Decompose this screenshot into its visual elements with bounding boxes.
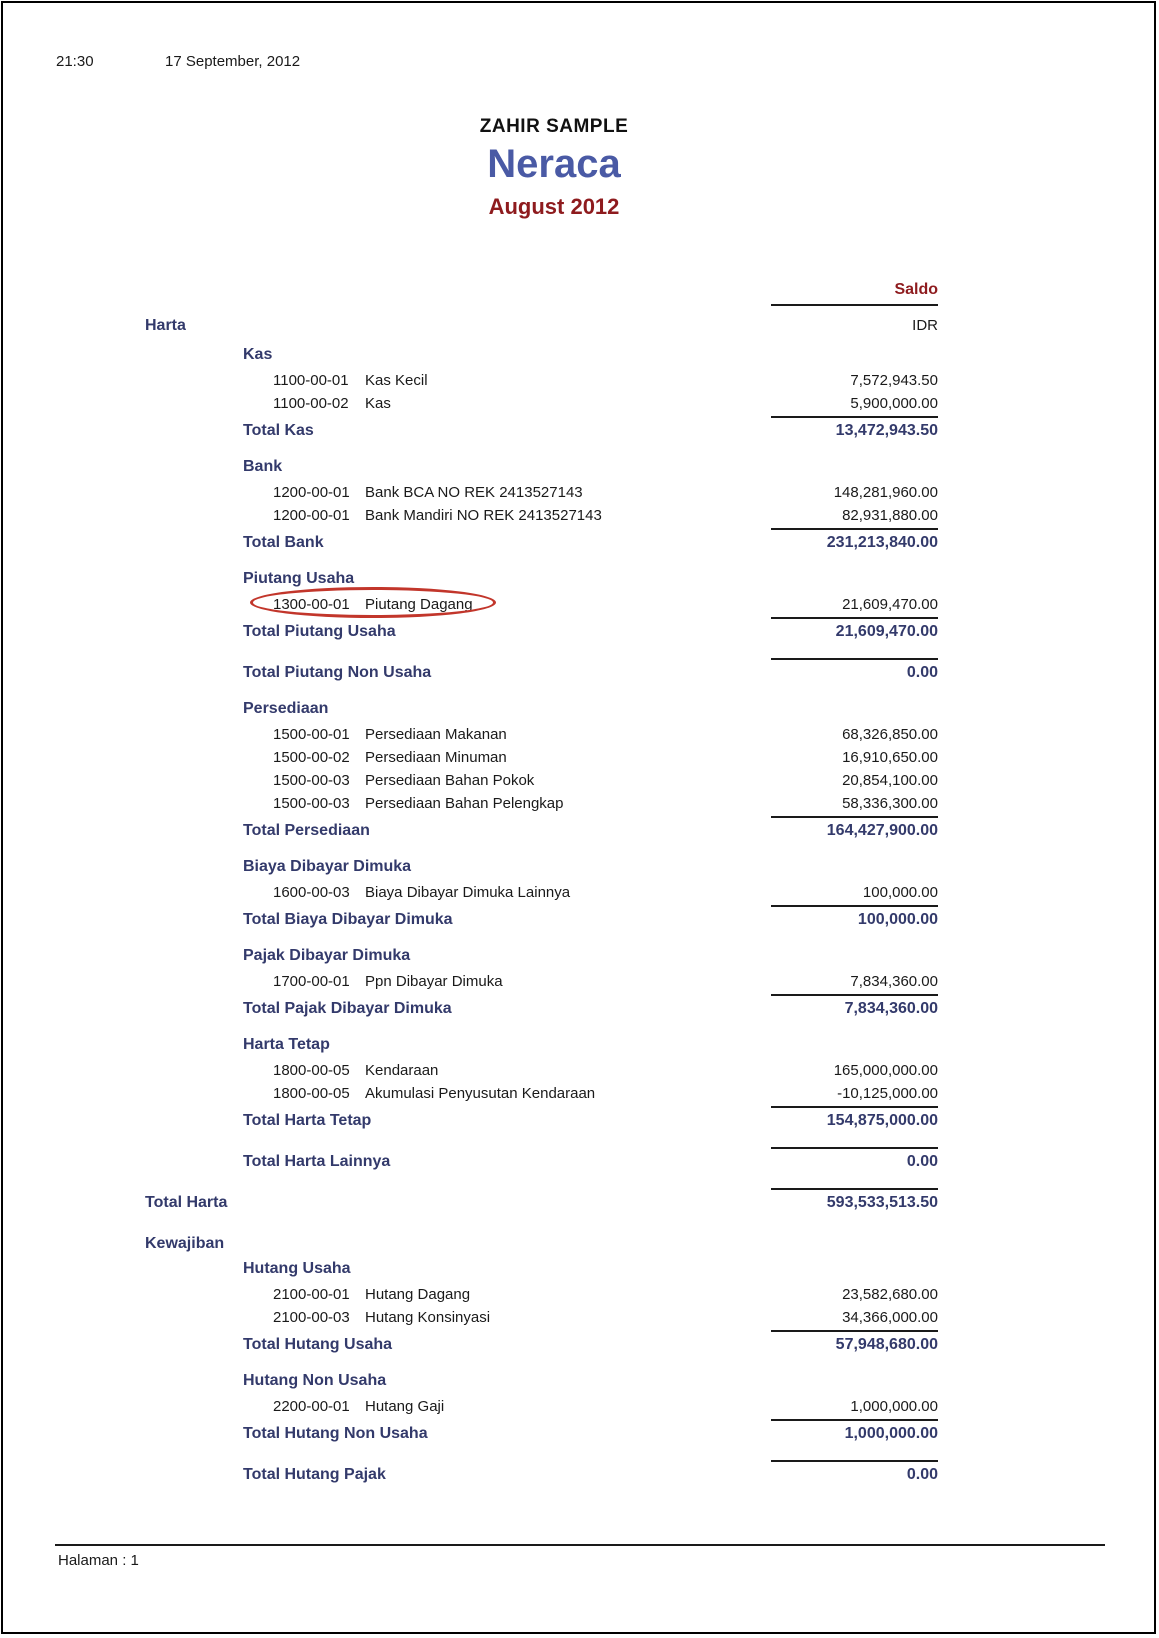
account-code: 2100-00-03 (273, 1309, 350, 1326)
account-amount: 82,931,880.00 (842, 507, 938, 524)
account-name: Persediaan Makanan (365, 726, 507, 743)
group-label: Kewajiban (145, 1235, 225, 1252)
report-body (55, 345, 938, 1487)
account-row (55, 882, 938, 905)
total-row (55, 905, 938, 932)
account-amount: 21,609,470.00 (842, 596, 938, 613)
amount-underline (771, 528, 938, 530)
account-row (55, 1307, 938, 1330)
section-title: Pajak Dibayar Dimuka (243, 947, 411, 964)
section-title: Hutang Usaha (243, 1260, 351, 1277)
group-total-label: Total Harta (145, 1194, 228, 1211)
total-amount: 0.00 (906, 664, 938, 681)
account-code: 1800-00-05 (273, 1062, 350, 1079)
section-title-row (55, 946, 938, 971)
account-row (55, 971, 938, 994)
account-code: 1100-00-01 (273, 372, 349, 389)
account-amount: 165,000,000.00 (833, 1062, 938, 1079)
total-label: Total Hutang Non Usaha (243, 1425, 428, 1442)
section-title: Persediaan (243, 700, 329, 717)
section-title-row (55, 1259, 938, 1284)
account-code: 1200-00-01 (273, 484, 350, 501)
total-label: Total Persediaan (243, 822, 370, 839)
total-amount: 100,000.00 (857, 911, 938, 928)
section-title: Harta Tetap (243, 1036, 330, 1053)
total-row (55, 1106, 938, 1133)
amount-underline (771, 416, 938, 418)
account-code: 1800-00-05 (273, 1085, 350, 1102)
amount-underline (771, 1147, 938, 1149)
account-name: Hutang Gaji (365, 1398, 445, 1415)
total-amount: 21,609,470.00 (835, 623, 938, 640)
account-name: Hutang Dagang (365, 1286, 471, 1303)
account-code: 1100-00-02 (273, 395, 349, 412)
total-row (55, 1330, 938, 1357)
account-name: Hutang Konsinyasi (365, 1309, 491, 1326)
total-amount: 154,875,000.00 (826, 1112, 938, 1129)
section-title: Piutang Usaha (243, 570, 355, 587)
section-title-row (55, 699, 938, 724)
account-code: 1700-00-01 (273, 973, 350, 990)
total-amount: 0.00 (906, 1153, 938, 1170)
account-row (55, 770, 938, 793)
account-name: Kas (365, 395, 391, 412)
account-name: Kendaraan (365, 1062, 439, 1079)
group-label-row (55, 1231, 938, 1259)
section-title-row (55, 1371, 938, 1396)
total-row (55, 528, 938, 555)
page-number: Halaman : 1 (58, 1552, 139, 1569)
account-name: Persediaan Minuman (365, 749, 507, 766)
footer-divider (55, 1544, 1105, 1546)
account-row (55, 1284, 938, 1307)
account-name: Bank Mandiri NO REK 2413527143 (365, 507, 602, 524)
amount-underline (771, 617, 938, 619)
company-name: ZAHIR SAMPLE (479, 116, 629, 137)
amount-underline (771, 1330, 938, 1332)
report-section (55, 345, 938, 443)
total-row (55, 658, 938, 685)
report-title: Neraca (487, 142, 621, 186)
amount-underline (771, 658, 938, 660)
account-row (55, 1396, 938, 1419)
report-section (55, 1259, 938, 1357)
amount-underline (771, 816, 938, 818)
account-row (55, 393, 938, 416)
report-section (55, 569, 938, 644)
balance-sheet-report (55, 281, 938, 1501)
print-time: 21:30 (56, 53, 94, 70)
red-circle-annotation (250, 587, 496, 618)
total-label: Total Harta Tetap (243, 1112, 372, 1129)
amount-underline (771, 905, 938, 907)
total-label: Total Hutang Usaha (243, 1336, 393, 1353)
account-code: 1500-00-03 (273, 795, 350, 812)
account-row (55, 505, 938, 528)
total-row (55, 1147, 938, 1174)
account-amount: 16,910,650.00 (842, 749, 938, 766)
currency-code: IDR (912, 317, 938, 334)
account-row (55, 747, 938, 770)
account-name: Biaya Dibayar Dimuka Lainnya (365, 884, 571, 901)
amount-underline (771, 1419, 938, 1421)
total-label: Total Kas (243, 422, 314, 439)
report-section (55, 1035, 938, 1133)
amount-underline (771, 1460, 938, 1462)
total-label: Total Bank (243, 534, 324, 551)
total-amount: 231,213,840.00 (826, 534, 938, 551)
account-row (55, 482, 938, 505)
account-code: 2100-00-01 (273, 1286, 350, 1303)
account-code: 2200-00-01 (273, 1398, 350, 1415)
section-title-row (55, 1035, 938, 1060)
account-row (55, 1060, 938, 1083)
group-total-amount: 593,533,513.50 (826, 1194, 938, 1211)
group-label-harta: Harta (145, 317, 186, 334)
section-title: Bank (243, 458, 283, 475)
total-row (55, 1419, 938, 1446)
account-amount: 7,834,360.00 (850, 973, 938, 990)
report-section (55, 1371, 938, 1446)
account-row (55, 1083, 938, 1106)
account-row (55, 724, 938, 747)
report-header (0, 116, 1108, 220)
account-amount: -10,125,000.00 (837, 1085, 938, 1102)
account-amount: 20,854,100.00 (842, 772, 938, 789)
amount-underline (771, 994, 938, 996)
total-label: Total Piutang Usaha (243, 623, 396, 640)
total-row (55, 416, 938, 443)
group-total-row (55, 1188, 938, 1217)
account-row (55, 793, 938, 816)
account-name: Bank BCA NO REK 2413527143 (365, 484, 583, 501)
amount-underline (771, 1188, 938, 1190)
total-row (55, 1460, 938, 1487)
report-section (55, 946, 938, 1021)
account-name: Akumulasi Penyusutan Kendaraan (365, 1085, 596, 1102)
amount-underline (771, 1106, 938, 1108)
account-code: 1300-00-01 (273, 596, 350, 613)
total-amount: 164,427,900.00 (826, 822, 938, 839)
total-label: Total Biaya Dibayar Dimuka (243, 911, 453, 928)
account-amount: 58,336,300.00 (842, 795, 938, 812)
section-title-row (55, 569, 938, 594)
account-code: 1600-00-03 (273, 884, 350, 901)
total-label: Total Harta Lainnya (243, 1153, 391, 1170)
total-amount: 13,472,943.50 (835, 422, 938, 439)
total-row (55, 617, 938, 644)
total-amount: 0.00 (906, 1466, 938, 1483)
section-title: Kas (243, 346, 273, 363)
account-amount: 5,900,000.00 (850, 395, 938, 412)
total-amount: 1,000,000.00 (844, 1425, 938, 1442)
account-code: 1500-00-02 (273, 749, 350, 766)
account-name: Persediaan Bahan Pelengkap (365, 795, 564, 812)
section-title: Hutang Non Usaha (243, 1372, 387, 1389)
account-row (55, 594, 938, 617)
report-section (55, 457, 938, 555)
section-title: Biaya Dibayar Dimuka (243, 858, 412, 875)
account-amount: 68,326,850.00 (842, 726, 938, 743)
report-section (55, 699, 938, 843)
account-name: Ppn Dibayar Dimuka (365, 973, 503, 990)
report-period: August 2012 (488, 194, 620, 219)
saldo-column-header: Saldo (894, 281, 938, 298)
total-label: Total Pajak Dibayar Dimuka (243, 1000, 452, 1017)
print-date: 17 September, 2012 (165, 53, 301, 70)
account-amount: 148,281,960.00 (833, 484, 938, 501)
saldo-header-row (55, 281, 938, 301)
account-amount: 7,572,943.50 (850, 372, 938, 389)
account-row (55, 370, 938, 393)
section-title-row (55, 345, 938, 370)
account-name: Persediaan Bahan Pokok (365, 772, 535, 789)
account-amount: 100,000.00 (862, 884, 938, 901)
account-amount: 1,000,000.00 (850, 1398, 938, 1415)
total-label: Total Piutang Non Usaha (243, 664, 432, 681)
account-name: Kas Kecil (365, 372, 428, 389)
total-amount: 57,948,680.00 (835, 1336, 938, 1353)
account-name: Piutang Dagang (365, 596, 473, 613)
account-code: 1200-00-01 (273, 507, 350, 524)
account-amount: 23,582,680.00 (842, 1286, 938, 1303)
total-label: Total Hutang Pajak (243, 1466, 386, 1483)
report-section (55, 1147, 938, 1174)
total-row (55, 994, 938, 1021)
total-amount: 7,834,360.00 (844, 1000, 938, 1017)
report-section (55, 1460, 938, 1487)
currency-row (55, 306, 938, 336)
account-code: 1500-00-01 (273, 726, 350, 743)
total-row (55, 816, 938, 843)
report-section (55, 857, 938, 932)
account-code: 1500-00-03 (273, 772, 350, 789)
section-title-row (55, 457, 938, 482)
account-amount: 34,366,000.00 (842, 1309, 938, 1326)
section-title-row (55, 857, 938, 882)
report-section (55, 658, 938, 685)
